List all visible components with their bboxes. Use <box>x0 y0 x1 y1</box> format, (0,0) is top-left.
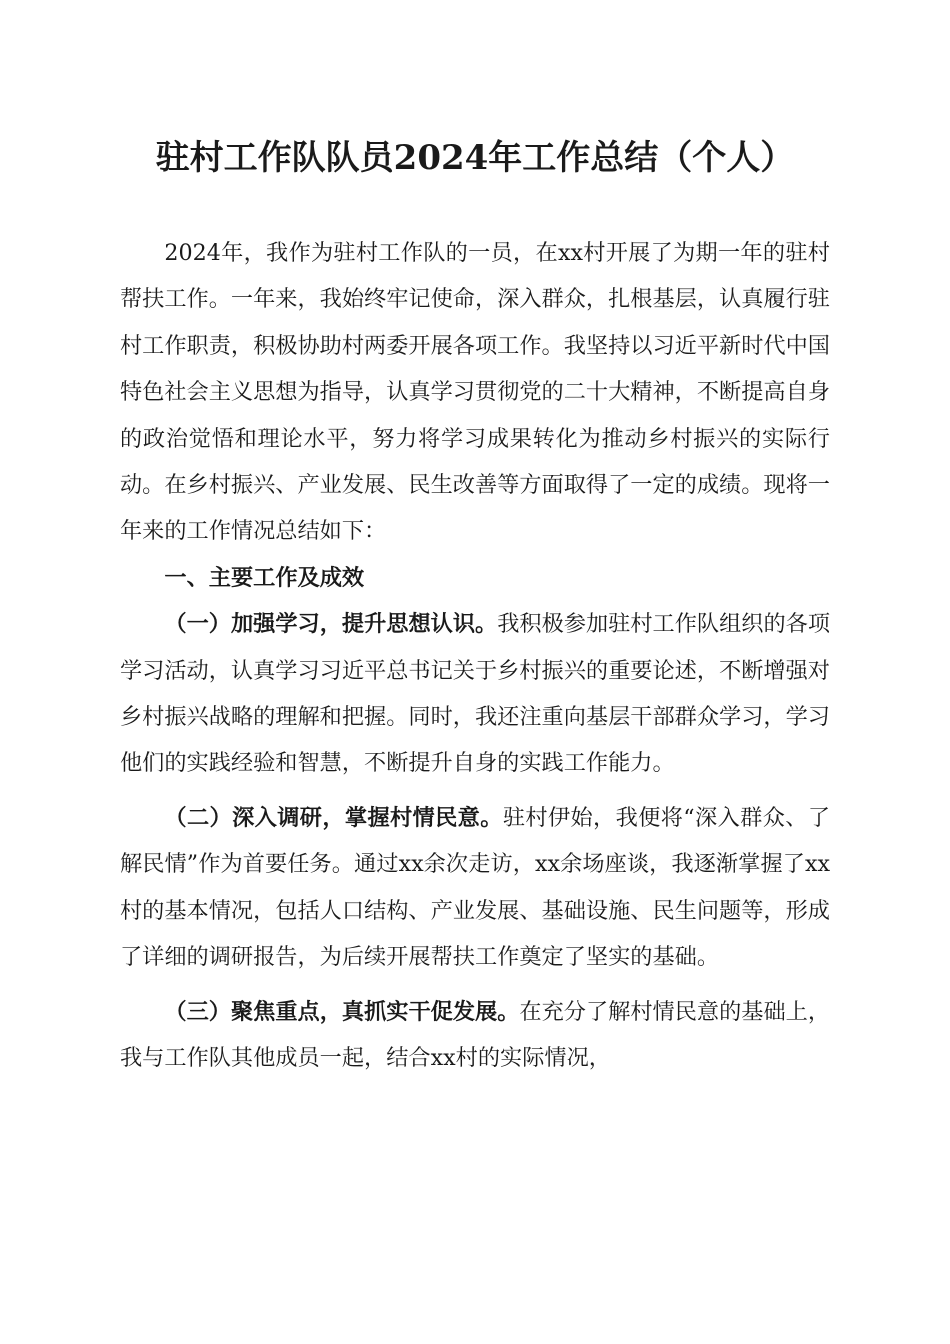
document-title: 驻村工作队队员2024年工作总结（个人） <box>155 138 795 178</box>
item-1-text: 我积极参加驻村工作队组织的各项学习活动，认真学习习近平总书记关于乡村振兴的重要论述，不断增强对乡村振兴战略的理解和把握。同时，我还注重向基层干部群众学习，学习他们的实践经验和智慧，不断提升自身的实践工作能力。 <box>120 611 831 777</box>
item-3-lead: （三）聚焦重点，真抓实干促发展。 <box>164 998 520 1025</box>
intro-paragraph: 2024年，我作为驻村工作队的一员，在xx村开展了为期一年的驻村帮扶工作。一年来，我始终牢记使命，深入群众，扎根基层，认真履行驻村工作职责，积极协助村两委开展各项工作。我坚持以习近平新时代中国特色社会主义思想为指导，认真学习贯彻党的二十大精神，不断提高自身的政治觉悟和理论水平，努力将学习成果转化为推动乡村振兴的实际行动。在乡村振兴、产业发展、民生改善等方面取得了一定的成绩。现将一年来的工作情况总结如下： <box>120 240 830 545</box>
item-2-lead: （二）深入调研，掌握村情民意。 <box>164 804 503 831</box>
item-2-text: 驻村伊始，我便将“深入群众、了解民情”作为首要任务。通过xx余次走访，xx余场座谈，我逐渐掌握了xx村的基本情况，包括人口结构、产业发展、基础设施、民生问题等，形成了详细的调研报告，为后续开展帮扶工作奠定了坚实的基础。 <box>120 804 831 971</box>
item-3-paragraph <box>120 989 830 1082</box>
item-3-text: 在充分了解村情民意的基础上，我与工作队其他成员一起，结合xx村的实际情况， <box>120 998 831 1071</box>
item-2-paragraph <box>120 795 830 981</box>
section-heading: 一、主要工作及成效 <box>164 564 365 591</box>
item-1-lead: （一）加强学习，提升思想认识。 <box>164 611 498 638</box>
item-1-paragraph <box>120 601 830 787</box>
document-body <box>120 230 830 1081</box>
